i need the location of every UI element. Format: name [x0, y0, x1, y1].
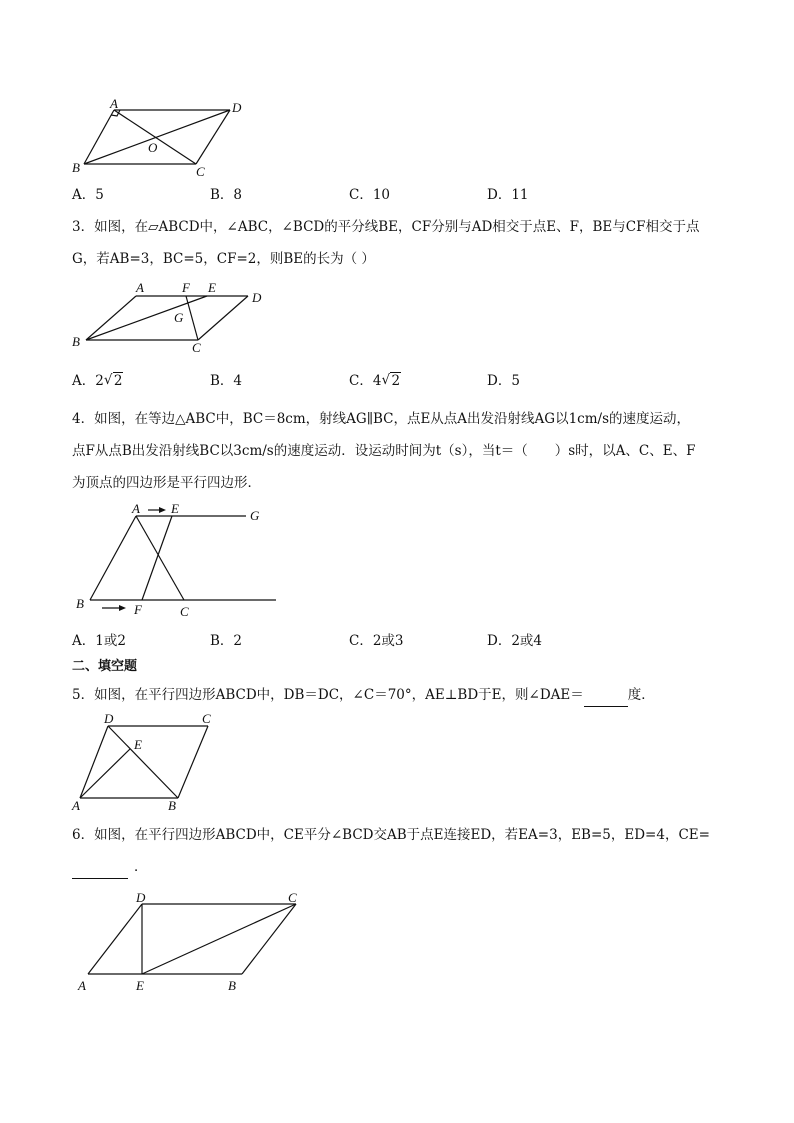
q5-text: 5．如图，在平行四边形ABCD中，DB＝DC，∠C＝70°，AE⊥BD于E，则∠DAE＝ 度． — [72, 686, 655, 707]
point-label-c: C — [202, 711, 211, 726]
point-label-c: C — [196, 164, 205, 179]
point-label-e: E — [134, 737, 142, 752]
point-label-e: E — [208, 280, 216, 295]
q4-text-line1: 4．如图，在等边△ABC中，BC＝8cm，射线AG∥BC，点E从点A出发沿射线AG以1cm/s的速度运动， — [72, 411, 691, 427]
point-label-b: B — [168, 798, 176, 813]
point-label-e: E — [171, 501, 179, 516]
q4-text-line2: 点F从点B出发沿射线BC以3cm/s的速度运动．设运动时间为t（s），当t＝（ ）s时，以A、C、E、F — [72, 443, 696, 459]
point-label-f: F — [134, 602, 142, 617]
q2-option-c: C．10 — [349, 187, 391, 203]
point-label-b: B — [76, 596, 84, 611]
q3-text-line2: G，若AB=3，BC=5，CF=2，则BE的长为（ ） — [72, 251, 375, 267]
point-label-b: B — [72, 334, 80, 349]
point-label-f: F — [182, 280, 190, 295]
q4-option-c: C．2或3 — [349, 633, 404, 649]
q4-option-a: A．1或2 — [72, 633, 126, 649]
point-label-a: A — [136, 280, 144, 295]
figure-q4-svg — [70, 500, 280, 620]
sqrt-symbol: √ 2 — [381, 372, 401, 389]
q6-text-line2: ． — [72, 858, 148, 879]
q3-option-d: D．5 — [487, 373, 520, 389]
q4-text-line3: 为顶点的四边形是平行四边形． — [72, 475, 261, 491]
q2-option-d: D．11 — [487, 187, 529, 203]
figure-q6-svg — [70, 886, 310, 1002]
figure-q6-parallelogram — [70, 886, 310, 1002]
figure-q2-parallelogram — [70, 96, 260, 186]
q4-option-b: B．2 — [210, 633, 243, 649]
point-label-a: A — [72, 798, 80, 813]
figure-q5-parallelogram — [68, 708, 228, 816]
point-label-d: D — [232, 100, 242, 115]
figure-q2-svg — [70, 96, 260, 186]
point-label-c: C — [288, 890, 297, 905]
point-label-b: B — [228, 978, 236, 993]
point-label-o: O — [148, 140, 158, 155]
q5-answer-blank[interactable] — [584, 688, 628, 707]
q6-answer-blank[interactable] — [72, 860, 128, 879]
q3-option-b: B．4 — [210, 373, 243, 389]
figure-q3-parallelogram — [70, 280, 280, 360]
point-label-d: D — [104, 711, 114, 726]
point-label-a: A — [132, 501, 140, 516]
point-label-g: G — [174, 310, 184, 325]
q6-text-line1: 6．如图，在平行四边形ABCD中，CE平分∠BCD交AB于点E连接ED，若EA=3，EB=5，ED=4，CE= — [72, 827, 710, 843]
q3-text-line1: 3．如图，在▱ABCD中，∠ABC，∠BCD的平分线BE，CF分别与AD相交于点E、F，BE与CF相交于点 — [72, 219, 700, 235]
q2-option-b: B．8 — [210, 187, 243, 203]
q3-option-a: A．2 √ 2 — [72, 372, 123, 389]
point-label-g: G — [250, 508, 260, 523]
q4-option-d: D．2或4 — [487, 633, 543, 649]
point-label-b: B — [72, 160, 80, 175]
point-label-e: E — [136, 978, 144, 993]
point-label-d: D — [252, 290, 262, 305]
point-label-a: A — [110, 96, 118, 111]
point-label-c: C — [180, 604, 189, 619]
section-title-fill-in: 二、填空题 — [72, 659, 138, 674]
point-label-a: A — [78, 978, 86, 993]
point-label-d: D — [136, 890, 146, 905]
figure-q3-svg — [70, 280, 280, 360]
figure-q4-triangle — [70, 500, 280, 620]
q3-option-c: C．4 √ 2 — [349, 372, 401, 389]
q2-option-a: A．5 — [72, 187, 104, 203]
sqrt-symbol: √ 2 — [103, 372, 123, 389]
figure-q5-svg — [68, 708, 228, 816]
point-label-c: C — [192, 340, 201, 355]
